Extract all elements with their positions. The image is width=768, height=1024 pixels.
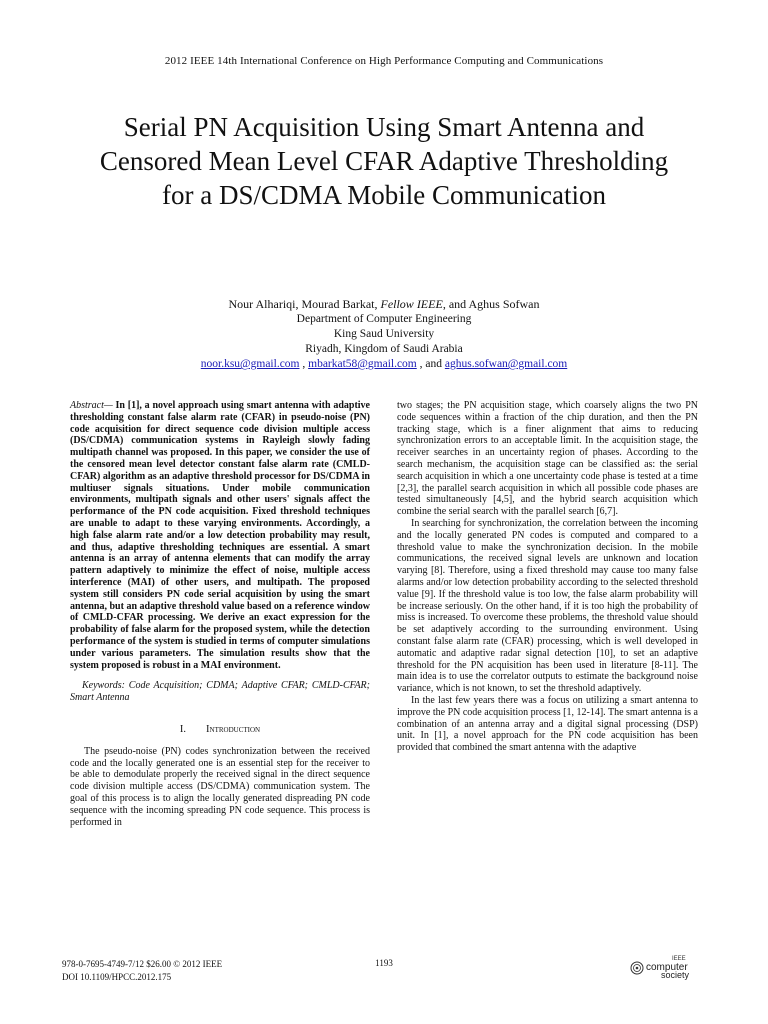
author-university: King Saud University bbox=[333, 328, 435, 340]
right-paragraph-2: In searching for synchronization, the correlation between the incoming and the locally generated PN codes is computed and compared to a threshold value to make the synchronization decision. In the mobile communications, the received signal levels are unknown and location varying [8]. Therefore, using a fixed threshold may cause too many false alarms and/or low detection probability according to the selected threshold value [9]. If the threshold value is too low, the false alarm probability will be increase seriously. On the other hand, if it is too high the probability of miss is increased. To overcome these problems, the threshold value should be set adaptively according to the surrounding environment. Using constant false alarm rate (CFAR) processing, which is well developed in automatic and adaptive radar signal detection [10], to set an adaptive threshold for the PN acquisition has been used in literature [8-11]. The main idea is to use the correlator outputs to estimate the background noise variance, which is not known, to set the threshold adaptively. bbox=[397, 517, 698, 695]
conference-header: 2012 IEEE 14th International Conference on High Performance Computing and Communications bbox=[164, 55, 604, 67]
logo-globe bbox=[631, 962, 643, 974]
keywords: Keywords: Code Acquisition; CDMA; Adaptive CFAR; CMLD-CFAR; Smart Antenna bbox=[70, 680, 370, 704]
email-link-2[interactable]: mbarkat58@gmail.com bbox=[308, 358, 417, 370]
section-heading bbox=[70, 724, 370, 736]
author-names bbox=[0, 297, 768, 312]
abstract bbox=[70, 400, 370, 671]
ieee-cs-logo-icon bbox=[628, 954, 708, 980]
paper-title: Serial PN Acquisition Using Smart Antenna and Censored Mean Level CFAR Adaptive Thresholding for a DS/CDMA Mobile Communication bbox=[99, 112, 669, 210]
author-emails bbox=[0, 357, 768, 372]
footer-doi: DOI 10.1109/HPCC.2012.175 bbox=[62, 972, 172, 982]
author-fellow: Fellow IEEE bbox=[380, 297, 443, 311]
right-paragraph-1: two stages; the PN acquisition stage, which coarsely aligns the two PN code sequences within a fraction of the chip duration, and then the PN tracking stage, which is a finer alignment that aims to reducing synchronization errors to an acceptable limit. In the acquisition stage, the receiver searches in an uncertainty region of phases. According to the search mechanism, the acquisition stage can be classified as: the serial search acquisition in which a one uncertainty code phase is tested at a time [2,3], the parallel search acquisition in which all possible code phases are tested simultaneously [4,5], and the hybrid search acquisition which combine the serial search with the parallel search [6,7]. bbox=[397, 400, 698, 518]
author-location: Riyadh, Kingdom of Saudi Arabia bbox=[305, 343, 463, 355]
page-number: 1193 bbox=[375, 958, 393, 968]
left-column bbox=[70, 400, 370, 828]
email-link-1[interactable]: noor.ksu@gmail.com bbox=[200, 358, 300, 370]
right-column bbox=[397, 400, 698, 754]
email-sep-1: , bbox=[299, 358, 309, 370]
author-names-prefix: Nour Alhariqi, Mourad Barkat, bbox=[228, 297, 381, 311]
section-number: I. bbox=[179, 723, 187, 735]
author-block bbox=[0, 297, 768, 372]
author-names-suffix: , and Aghus Sofwan bbox=[442, 297, 540, 311]
email-sep-2: , and bbox=[416, 358, 445, 370]
footer-isbn: 978-0-7695-4749-7/12 $26.00 © 2012 IEEE bbox=[62, 959, 223, 969]
logo-line-2: computer bbox=[646, 962, 688, 973]
author-department: Department of Computer Engineering bbox=[296, 313, 472, 325]
right-paragraph-3: In the last few years there was a focus on utilizing a smart antenna to improve the PN code acquisition process [1, 12-14]. The smart antenna is a combination of an antenna array and a digital signal processing (DSP) unit. In [1], a novel approach for the PN code acquisition has been provided that combined the smart antenna with the adaptive bbox=[397, 694, 698, 754]
logo-line-1: IEEE bbox=[672, 956, 686, 962]
email-link-3[interactable]: aghus.sofwan@gmail.com bbox=[444, 358, 568, 370]
section-title: Introduction bbox=[206, 723, 261, 735]
logo-line-3: society bbox=[661, 970, 690, 980]
abstract-lead: Abstract— bbox=[70, 400, 113, 411]
intro-paragraph: The pseudo-noise (PN) codes synchronization between the received code and the locally generated one is an essential step for the receiver to be able to demodulate properly the received signal in the direct sequence code division multiple access (DS/CDMA) communication system. The goal of this process is to align the locally generated dispreading PN code sequence with the incoming spreading PN code sequence. This process is performed in bbox=[70, 745, 370, 828]
abstract-text: In [1], a novel approach using smart antenna with adaptive thresholding constant false alarm rate (CFAR) in pseudo-noise (PN) code acquisition for direct sequence code division multiple access (DS/CDMA) communication systems in Rayleigh slowly fading multipath channel was proposed. In this paper, we consider the use of the censored mean level detector constant false alarm rate (CMLD-CFAR) algorithm as an adaptive threshold processor for DS/CDMA in multiuser signals situations. Under mobile communication environments, multipath signals and other users' signals affect the performance of the PN code acquisition. Fixed threshold techniques are unable to adapt to these varying environments. Accordingly, a high false alarm rate and/or a low detection probability may result, and thus, adaptive thresholding techniques are essential. A smart antenna is an array of antenna elements that can modify the array pattern adaptively to minimize the effect of noise, multiple access interference (MAI) of other users, and multipath. The proposed system still considers PN code serial acquisition by using the smart antenna, but an adaptive threshold value based on a reference window of CMLD-CFAR processing. We derive an exact expression for the probability of false alarm for the proposed system, while the detection performance of the system is studied in terms of computer simulations under various parameters. The simulation results show that the system proposed is robust in a MAI environment. bbox=[70, 400, 370, 671]
